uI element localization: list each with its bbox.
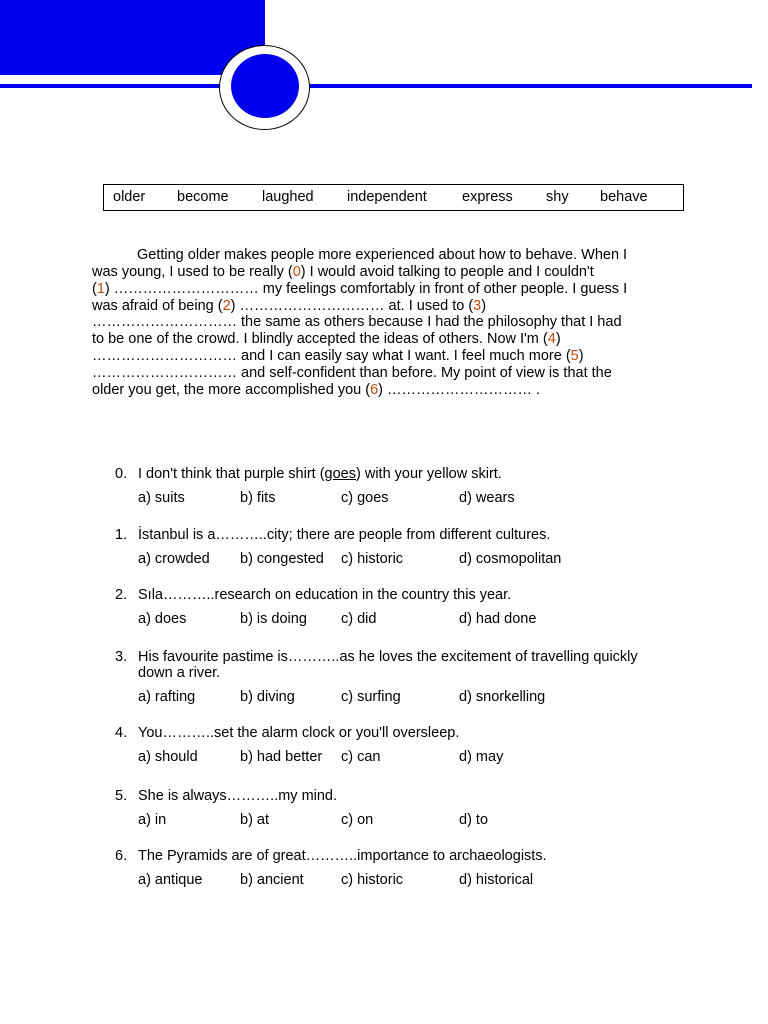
answer-option[interactable]: c) goes bbox=[341, 490, 389, 506]
blank-number: 1 bbox=[96, 281, 105, 297]
passage-text: to be one of the crowd. I blindly accepted the ideas of others. Now I'm ( bbox=[92, 331, 548, 347]
question-text: Sıla………..research on education in the country this year. bbox=[138, 587, 512, 603]
question-text: I don't think that purple shirt (goes) with your yellow skirt. bbox=[138, 466, 502, 482]
answer-option[interactable]: b) congested bbox=[240, 551, 324, 567]
answer-option[interactable]: b) ancient bbox=[240, 872, 304, 888]
passage-text: ) bbox=[578, 348, 584, 364]
question-number: 4. bbox=[115, 725, 128, 741]
answer-option[interactable]: a) rafting bbox=[138, 689, 196, 705]
question-number: 3. bbox=[115, 649, 128, 665]
question-number: 6. bbox=[115, 848, 128, 864]
question-number: 1. bbox=[115, 527, 128, 543]
word-bank-item: older bbox=[113, 189, 146, 205]
passage-text: ) bbox=[481, 298, 487, 314]
word-bank-item: independent bbox=[347, 189, 427, 205]
passage-line bbox=[92, 365, 672, 382]
answer-option[interactable]: d) may bbox=[459, 749, 504, 765]
passage-line bbox=[92, 264, 672, 281]
passage-text: ( bbox=[92, 281, 97, 297]
passage-text: Getting older makes people more experienced about how to behave. When I bbox=[137, 247, 628, 263]
answer-option[interactable]: b) fits bbox=[240, 490, 276, 506]
blank-number: 5 bbox=[570, 348, 579, 364]
answer-option[interactable]: c) did bbox=[341, 611, 377, 627]
question-number: 0. bbox=[115, 466, 128, 482]
word-bank-item: become bbox=[177, 189, 229, 205]
answer-option[interactable]: a) does bbox=[138, 611, 187, 627]
question-number: 2. bbox=[115, 587, 128, 603]
blank-number: 0 bbox=[292, 264, 301, 280]
passage-text: ) ………………………… my feelings comfortably in front of other people. I guess I bbox=[104, 281, 628, 297]
answer-option[interactable]: d) historical bbox=[459, 872, 534, 888]
blank-number: 4 bbox=[547, 331, 556, 347]
passage-text: ) bbox=[555, 331, 561, 347]
question-text: His favourite pastime is………..as he loves the excitement of travelling quickly bbox=[138, 649, 638, 665]
word-bank-item: behave bbox=[600, 189, 648, 205]
passage-text: ) ………………………… at. I used to ( bbox=[230, 298, 474, 314]
passage-text: ………………………… and self-confident than before. My point of view is that the bbox=[92, 365, 612, 381]
blank-number: 6 bbox=[370, 382, 379, 398]
word-bank bbox=[103, 184, 684, 211]
answer-option[interactable]: d) wears bbox=[459, 490, 515, 506]
answer-option[interactable]: a) antique bbox=[138, 872, 203, 888]
word-bank-item: express bbox=[462, 189, 513, 205]
question-text: İstanbul is a………..city; there are people from different cultures. bbox=[138, 527, 551, 543]
answer-option[interactable]: c) on bbox=[341, 812, 374, 828]
word-bank-item: shy bbox=[546, 189, 569, 205]
answer-option[interactable]: d) cosmopolitan bbox=[459, 551, 562, 567]
passage-text: ) ………………………… . bbox=[378, 382, 541, 398]
header-circle-dot bbox=[231, 54, 299, 118]
blank-number: 2 bbox=[222, 298, 231, 314]
passage-line bbox=[92, 348, 672, 365]
answer-option[interactable]: b) at bbox=[240, 812, 270, 828]
passage-line bbox=[92, 298, 672, 315]
blank-number: 3 bbox=[473, 298, 482, 314]
answer-option[interactable]: a) crowded bbox=[138, 551, 210, 567]
answer-option[interactable]: c) can bbox=[341, 749, 381, 765]
question-text: She is always………..my mind. bbox=[138, 788, 338, 804]
passage-line bbox=[92, 281, 672, 298]
question-text: The Pyramids are of great………..importance to archaeologists. bbox=[138, 848, 547, 864]
passage-text: ) I would avoid talking to people and I couldn't bbox=[300, 264, 594, 280]
passage-text: older you get, the more accomplished you ( bbox=[92, 382, 371, 398]
underlined-word: goes bbox=[324, 466, 356, 482]
answer-option[interactable]: b) is doing bbox=[240, 611, 307, 627]
word-bank-item: laughed bbox=[262, 189, 314, 205]
passage-text: was young, I used to be really ( bbox=[92, 264, 293, 280]
passage-text: ………………………… the same as others because I had the philosophy that I had bbox=[92, 314, 622, 330]
answer-option[interactable]: c) historic bbox=[341, 551, 404, 567]
passage-line bbox=[92, 314, 672, 331]
answer-option[interactable]: d) snorkelling bbox=[459, 689, 546, 705]
question-text-continued: down a river. bbox=[138, 665, 221, 681]
passage-text: was afraid of being ( bbox=[92, 298, 223, 314]
question-text: You………..set the alarm clock or you'll oversleep. bbox=[138, 725, 460, 741]
passage-line bbox=[92, 331, 672, 348]
answer-option[interactable]: c) historic bbox=[341, 872, 404, 888]
answer-option[interactable]: b) had better bbox=[240, 749, 323, 765]
question-number: 5. bbox=[115, 788, 128, 804]
header-blue-line bbox=[0, 84, 752, 88]
answer-option[interactable]: d) to bbox=[459, 812, 489, 828]
answer-option[interactable]: d) had done bbox=[459, 611, 537, 627]
passage-text: ………………………… and I can easily say what I want. I feel much more ( bbox=[92, 348, 571, 364]
answer-option[interactable]: b) diving bbox=[240, 689, 295, 705]
answer-option[interactable]: a) should bbox=[138, 749, 198, 765]
answer-option[interactable]: a) suits bbox=[138, 490, 185, 506]
passage-line bbox=[92, 382, 672, 399]
passage-line bbox=[137, 247, 717, 264]
answer-option[interactable]: a) in bbox=[138, 812, 167, 828]
answer-option[interactable]: c) surfing bbox=[341, 689, 401, 705]
